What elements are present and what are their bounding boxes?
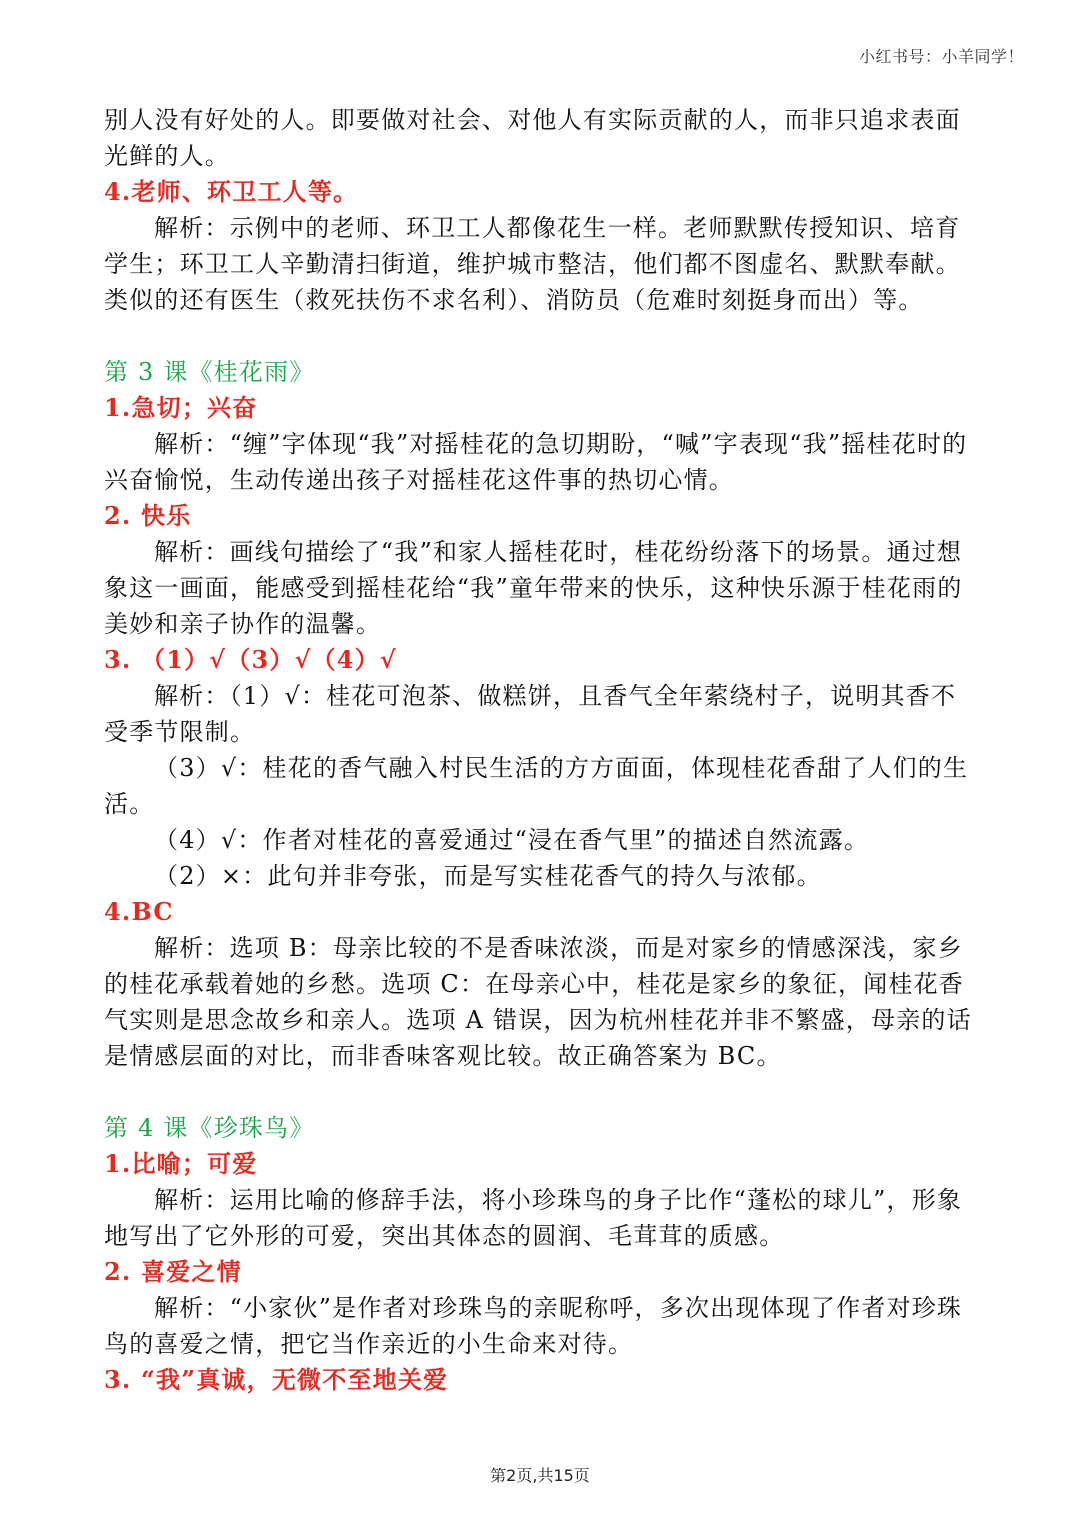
explanation-paragraph: 解析：“缠”字体现“我”对摇桂花的急切期盼，“喊”字表现“我”摇桂花时的兴奋愉悦，生动传递出孩子对摇桂花这件事的热切心情。 <box>104 430 968 494</box>
explanation-paragraph: 解析：画线句描绘了“我”和家人摇桂花时，桂花纷纷落下的场景。通过想象这一画面，能感受到摇桂花给“我”童年带来的快乐，这种快乐源于桂花雨的美妙和亲子协作的温馨。 <box>104 538 963 638</box>
watermark-account: 小红书号：小羊同学！ <box>858 47 1024 66</box>
lesson-heading: 第 3 课《桂花雨》 <box>104 358 315 386</box>
answer-line: 3. （1）√（3）√（4）√ <box>104 645 397 674</box>
lesson-heading: 第 4 课《珍珠鸟》 <box>104 1114 315 1142</box>
explanation-paragraph: 解析：选项 B：母亲比较的不是香味浓淡，而是对家乡的情感深浅，家乡的桂花承载着她的乡愁。选项 C：在母亲心中，桂花是家乡的象征，闻桂花香气实则是思念故乡和亲人。选项 A 错误，因为杭州桂花并非不繁盛，母亲的话是情感层面的对比，而非香味客观比较。故正确答案为 BC。 <box>104 934 972 1070</box>
page-number: 第2页,共15页 <box>490 1466 590 1485</box>
answer-line: 3. “我”真诚，无微不至地关爱 <box>104 1365 449 1394</box>
answer-line: 1.比喻；可爱 <box>104 1149 258 1178</box>
answer-line: 1.急切；兴奋 <box>104 393 258 422</box>
explanation-paragraph: （3）√：桂花的香气融入村民生活的方方面面，体现桂花香甜了人们的生活。 <box>104 754 969 818</box>
answer-line: 2. 喜爱之情 <box>104 1257 242 1286</box>
section-gap <box>104 318 980 354</box>
document-body <box>104 102 980 1398</box>
answer-line: 4.老师、环卫工人等。 <box>104 177 359 206</box>
explanation-paragraph: （2）×：此句并非夸张，而是写实桂花香气的持久与浓郁。 <box>154 862 822 890</box>
answer-line: 4.BC <box>104 897 174 926</box>
answer-line: 2. 快乐 <box>104 501 192 530</box>
explanation-paragraph: 解析：“小家伙”是作者对珍珠鸟的亲昵称呼，多次出现体现了作者对珍珠鸟的喜爱之情，把它当作亲近的小生命来对待。 <box>104 1294 963 1358</box>
explanation-paragraph: 解析：运用比喻的修辞手法，将小珍珠鸟的身子比作“蓬松的球儿”，形象地写出了它外形的可爱，突出其体态的圆润、毛茸茸的质感。 <box>104 1186 963 1250</box>
explanation-paragraph: 解析：示例中的老师、环卫工人都像花生一样。老师默默传授知识、培育学生；环卫工人辛勤清扫街道，维护城市整洁，他们都不图虚名、默默奉献。类似的还有医生（救死扶伤不求名利）、消防员（危难时刻挺身而出）等。 <box>104 214 961 314</box>
explanation-paragraph: （4）√：作者对桂花的喜爱通过“浸在香气里”的描述自然流露。 <box>154 826 870 854</box>
section-gap <box>104 1074 980 1110</box>
explanation-paragraph: 解析：（1）√：桂花可泡茶、做糕饼，且香气全年萦绕村子，说明其香不受季节限制。 <box>104 682 957 746</box>
body-text: 别人没有好处的人。即要做对社会、对他人有实际贡献的人，而非只追求表面光鲜的人。 <box>104 106 961 170</box>
